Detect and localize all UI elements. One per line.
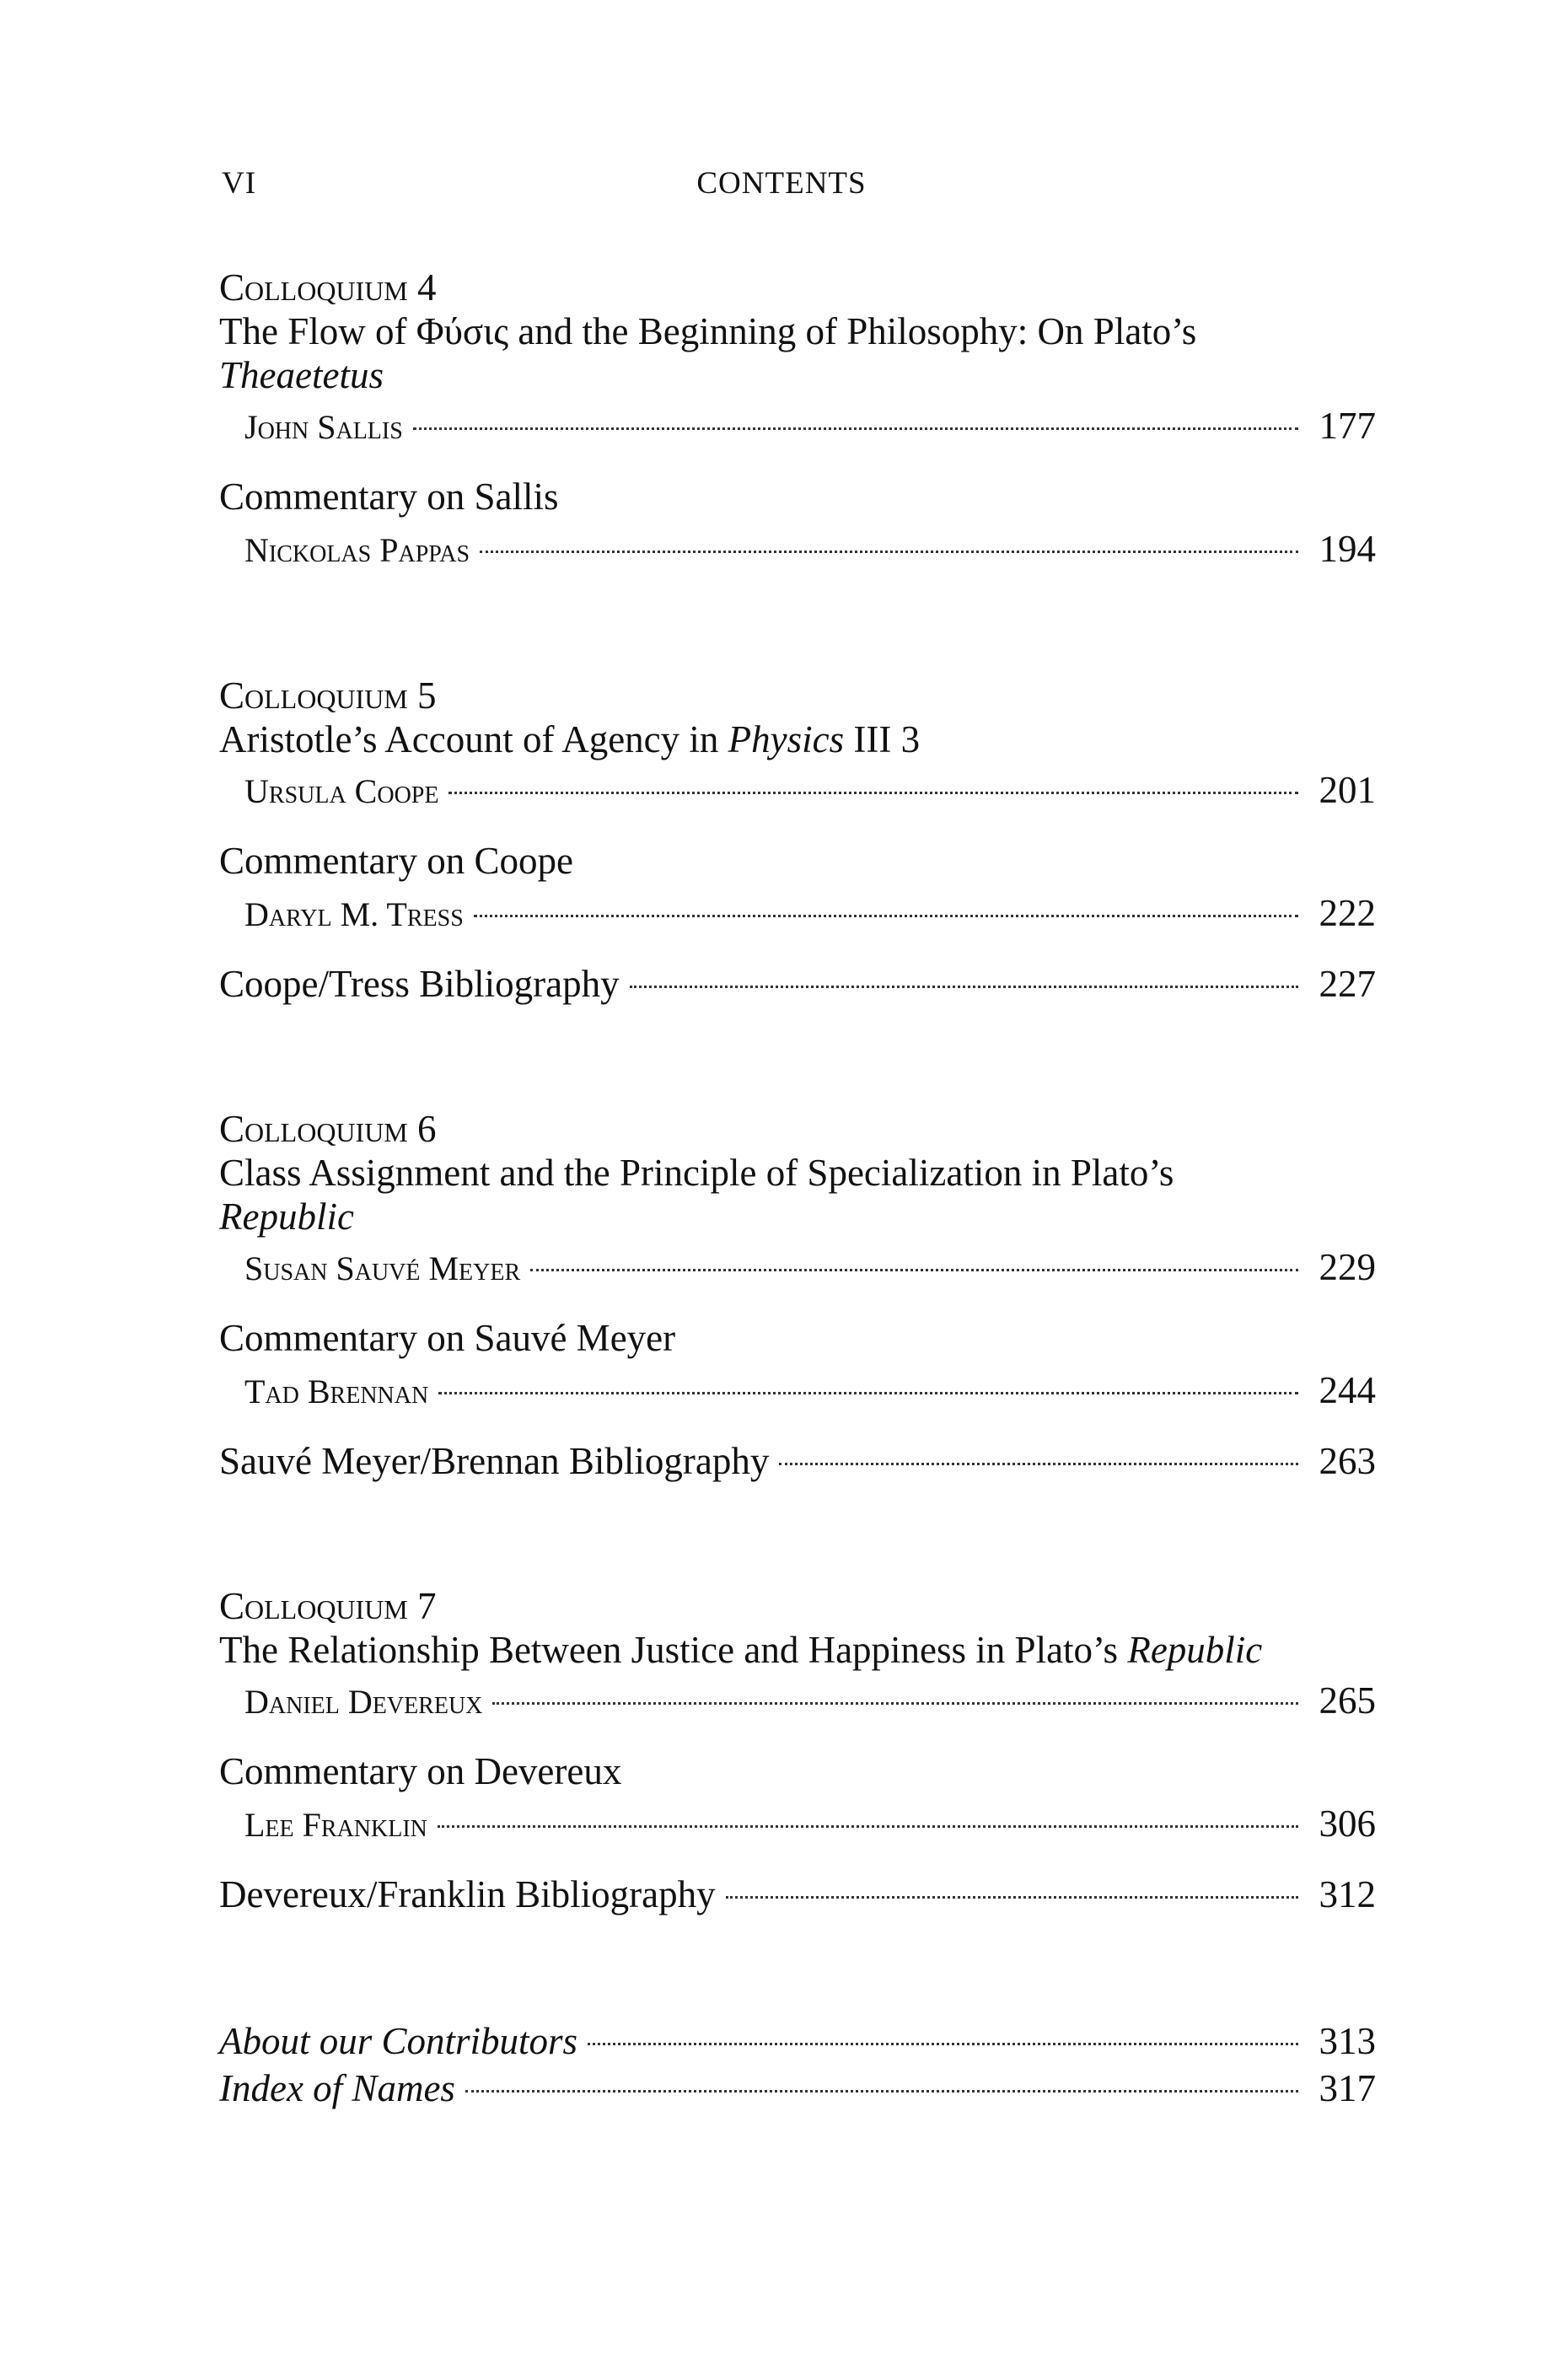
page-number: 222 bbox=[1319, 892, 1376, 934]
page-number: 201 bbox=[1319, 769, 1376, 811]
dot-leader bbox=[530, 1269, 1298, 1271]
page-number: 229 bbox=[1319, 1246, 1376, 1288]
commentator-entry[interactable] bbox=[219, 1802, 1376, 1847]
paper-title: Class Assignment and the Principle of Specialization in Plato’s Republic bbox=[219, 1152, 1174, 1238]
dot-leader bbox=[474, 915, 1298, 917]
commentator-entry[interactable] bbox=[219, 1368, 1376, 1414]
paper-title: The Relationship Between Justice and Happiness in Plato’s Republic bbox=[219, 1629, 1263, 1671]
author-entry[interactable] bbox=[219, 1679, 1376, 1724]
commentator-entry[interactable] bbox=[219, 527, 1376, 572]
running-head-title: CONTENTS bbox=[696, 166, 867, 201]
page-number: 306 bbox=[1319, 1802, 1376, 1845]
colloquium-4 bbox=[219, 266, 1376, 572]
colloquium-7 bbox=[219, 1584, 1376, 1916]
colloquium-label: Colloquium 6 bbox=[219, 1108, 437, 1150]
dot-leader bbox=[588, 2043, 1298, 2045]
bibliography-entry[interactable] bbox=[219, 1872, 1376, 1916]
back-matter-entry[interactable] bbox=[219, 2017, 1376, 2065]
commentator-name: Lee Franklin bbox=[244, 1806, 427, 1844]
back-matter-entry[interactable] bbox=[219, 2065, 1376, 2112]
paper-title: Aristotle’s Account of Agency in Physics III 3 bbox=[219, 718, 921, 760]
dot-leader bbox=[480, 551, 1298, 553]
author-entry[interactable] bbox=[219, 768, 1376, 814]
colloquium-label: Colloquium 4 bbox=[219, 266, 437, 309]
colloquium-label: Colloquium 5 bbox=[219, 674, 437, 717]
back-matter bbox=[219, 2017, 1376, 2112]
colloquium-5 bbox=[219, 674, 1376, 1006]
commentator-name: Daryl M. Tress bbox=[244, 895, 464, 933]
author-entry[interactable] bbox=[219, 404, 1376, 449]
author-name: John Sallis bbox=[244, 408, 403, 446]
dot-leader bbox=[492, 1702, 1298, 1705]
dot-leader bbox=[448, 792, 1298, 794]
commentator-entry[interactable] bbox=[219, 891, 1376, 937]
page-folio: VI bbox=[222, 166, 257, 201]
page-number: 263 bbox=[1319, 1440, 1376, 1482]
page-number: 177 bbox=[1319, 405, 1376, 447]
commentary-title: Commentary on Coope bbox=[219, 840, 573, 882]
author-entry[interactable] bbox=[219, 1245, 1376, 1291]
back-matter-label: About our Contributors bbox=[219, 2020, 578, 2062]
dot-leader bbox=[413, 427, 1298, 430]
page-number: 312 bbox=[1319, 1873, 1376, 1915]
dot-leader bbox=[465, 2090, 1298, 2093]
page-number: 244 bbox=[1319, 1369, 1376, 1411]
colloquium-6 bbox=[219, 1107, 1376, 1483]
bibliography-label: Devereux/Franklin Bibliography bbox=[219, 1873, 716, 1915]
author-name: Ursula Coope bbox=[244, 772, 439, 810]
author-name: Susan Sauvé Meyer bbox=[244, 1249, 521, 1287]
page-number: 227 bbox=[1319, 963, 1376, 1005]
paper-title: The Flow of Φύσις and the Beginning of Philosophy: On Plato’s Theaetetus bbox=[219, 310, 1197, 396]
page-number: 265 bbox=[1319, 1679, 1376, 1722]
dot-leader bbox=[438, 1392, 1298, 1394]
commentator-name: Tad Brennan bbox=[244, 1373, 429, 1410]
dot-leader bbox=[630, 986, 1298, 988]
bibliography-label: Sauvé Meyer/Brennan Bibliography bbox=[219, 1440, 770, 1482]
page-number: 194 bbox=[1319, 528, 1376, 570]
dot-leader bbox=[779, 1463, 1298, 1465]
bibliography-entry[interactable] bbox=[219, 1439, 1376, 1483]
author-name: Daniel Devereux bbox=[244, 1683, 483, 1721]
colloquium-label: Colloquium 7 bbox=[219, 1585, 437, 1627]
commentary-title: Commentary on Sallis bbox=[219, 475, 559, 518]
bibliography-entry[interactable] bbox=[219, 962, 1376, 1006]
bibliography-label: Coope/Tress Bibliography bbox=[219, 963, 620, 1005]
commentary-title: Commentary on Sauvé Meyer bbox=[219, 1317, 676, 1359]
dot-leader bbox=[438, 1825, 1298, 1828]
toc-content bbox=[219, 266, 1376, 2112]
commentator-name: Nickolas Pappas bbox=[244, 531, 470, 569]
dot-leader bbox=[726, 1896, 1298, 1899]
commentary-title: Commentary on Devereux bbox=[219, 1750, 622, 1792]
page-number: 317 bbox=[1319, 2067, 1376, 2109]
page-number: 313 bbox=[1319, 2020, 1376, 2062]
back-matter-label: Index of Names bbox=[219, 2067, 455, 2109]
